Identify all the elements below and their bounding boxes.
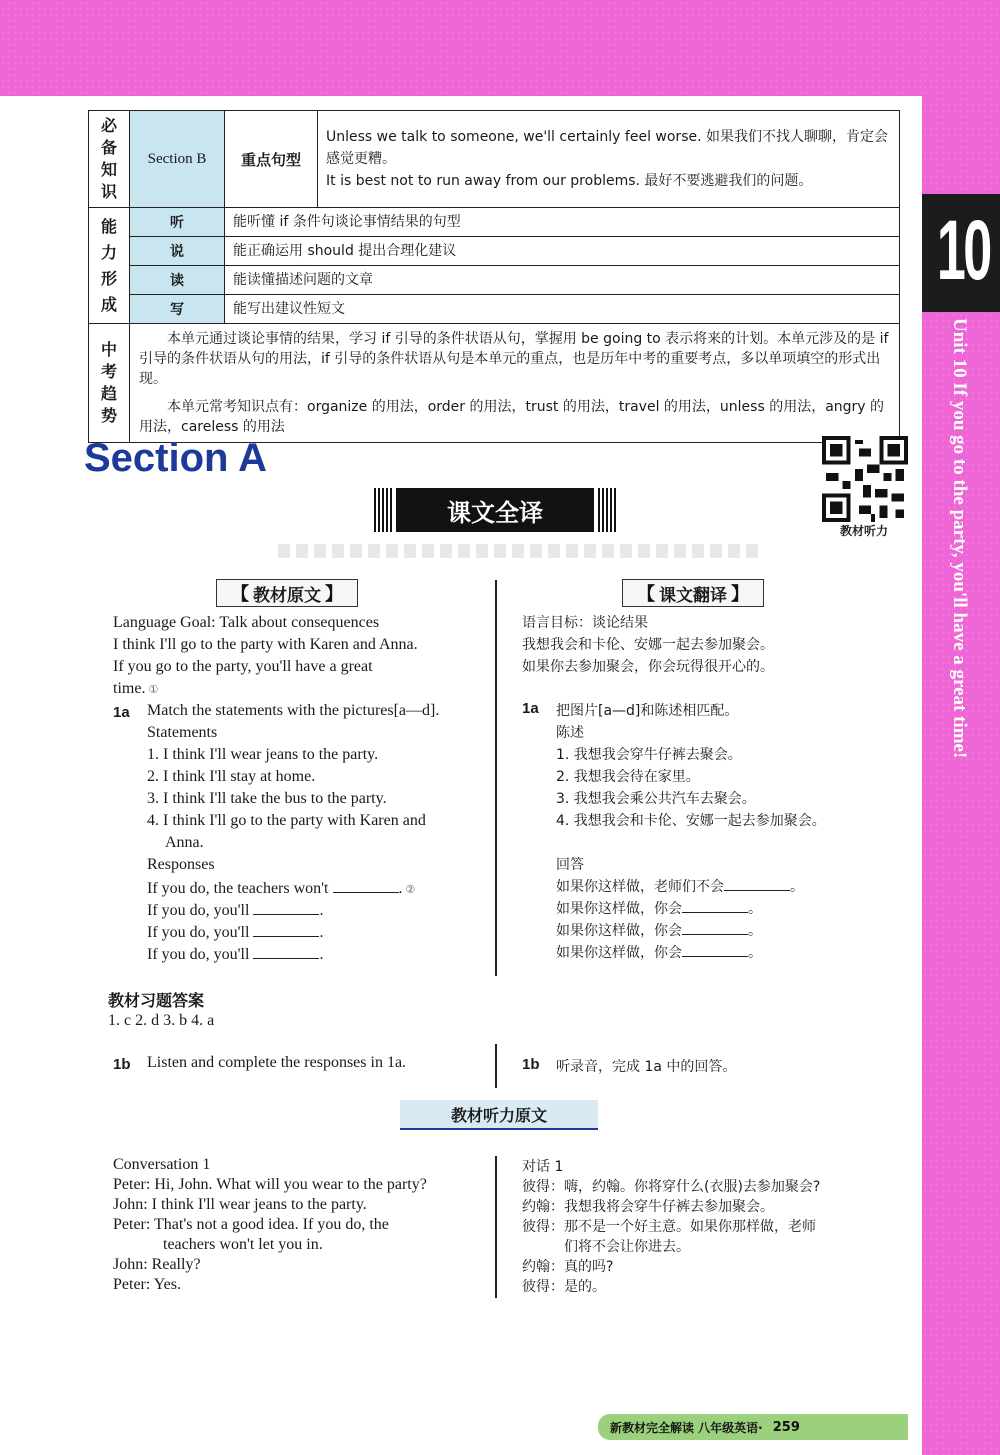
bracket-left-icon: 【 [231,584,249,605]
statement-item-cn: 2. 我想我会待在家里。 [556,769,700,785]
column-divider [495,580,497,976]
conversation-title: Conversation 1 [113,1156,211,1173]
banner-label: 课文全译 [396,488,594,532]
skill-desc: 能写出建议性短文 [225,295,900,324]
footer-book-title: 新教材完全解读 八年级英语· [610,1420,763,1435]
statement-item: 3. I think I'll take the bus to the party. [147,790,387,807]
response-item: If you do, you'll . [147,924,324,941]
response-text: If you do, the teachers won't [147,880,329,897]
qr-code-icon[interactable] [822,436,908,522]
skill-row-speak [89,237,900,266]
response-text: If you do, you'll [147,946,250,963]
conversation-line-cn: 彼得：嗨，约翰。你将穿什么(衣服)去参加聚会? [522,1179,821,1195]
statement-item-cn: 3. 我想我会乘公共汽车去聚会。 [556,791,756,807]
translation-label: 课文翻译 [659,585,727,606]
category-trend [89,324,130,443]
banner-stripes-left [374,488,392,532]
footnote-marker: ① [148,684,159,696]
response-text: If you do, you'll [147,924,250,941]
answers-title: 教材习题答案 [108,991,205,1010]
answers-text: 1. c 2. d 3. b 4. a [108,1012,215,1029]
footnote-marker: ② [405,884,416,896]
column-divider [495,1156,497,1298]
qr-label: 教材听力 [839,524,888,538]
responses-label-cn: 回答 [556,857,584,873]
answer-blank [682,898,748,913]
statement-item: 4. I think I'll go to the party with Karen and [147,812,426,829]
exercise-instruction: Listen and complete the responses in 1a. [147,1054,407,1071]
bracket-left-icon: 【 [637,584,655,605]
statements-label-cn: 陈述 [556,725,584,741]
category-trend-label: 中考趋势 [100,340,117,425]
response-item-cn: 如果你这样做，你会 。 [556,898,762,918]
translation-banner [374,486,616,534]
conversation-line: Peter: That's not a good idea. If you do, the [113,1216,389,1233]
conversation-line-cn: 彼得：是的。 [522,1279,606,1295]
exercise-instruction: Match the statements with the pictures[a—d]. [147,702,440,719]
response-text-cn: 如果你这样做，你会 [556,901,682,917]
intro-line [113,680,158,698]
banner-stripes-right [598,488,616,532]
conversation-title-cn: 对话 1 [522,1159,564,1175]
skill-name: 说 [130,237,225,266]
statement-item-cn: 4. 我想我会和卡伦、安娜一起去参加聚会。 [556,813,826,829]
unit-number: 10 [936,203,990,297]
column-divider [495,1044,497,1088]
unit-summary-table [88,110,900,443]
answer-blank [253,922,319,937]
answer-blank [333,878,399,893]
conversation-line-cn: 约翰：真的吗? [522,1259,614,1275]
skill-desc: 能读懂描述问题的文章 [225,266,900,295]
bracket-right-icon: 】 [325,584,343,605]
response-item-cn: 如果你这样做，老师们不会 。 [556,876,804,896]
response-text: If you do, you'll [147,902,250,919]
answer-blank [724,876,790,891]
exercise-instruction-cn: 听录音，完成 1a 中的回答。 [556,1059,737,1075]
section-title: Section A [84,436,267,480]
skill-row-listen [89,208,900,237]
response-text-cn: 如果你这样做，你会 [556,923,682,939]
original-text-header [216,579,358,607]
key-sentence-label: 重点句型 [225,111,318,208]
decorative-divider [278,544,758,558]
conversation-line-cn: 彼得：那不是一个好主意。如果你那样做，老师 [522,1219,816,1235]
skill-row-read [89,266,900,295]
response-item: If you do, you'll . [147,902,324,919]
conversation-line: John: Really? [113,1256,201,1273]
intro-line-cn: 我想我会和卡伦、安娜一起去参加聚会。 [522,637,774,653]
conversation-line: teachers won't let you in. [163,1236,323,1253]
page-number: 259 [772,1419,800,1435]
statement-item-cont: Anna. [165,834,204,851]
statement-item: 2. I think I'll stay at home. [147,768,316,785]
key-sentence-1: Unless we talk to someone, we'll certainly feel worse. 如果我们不找人聊聊，肯定会感觉更糟。 [326,129,888,167]
exercise-number: 1a [113,704,130,721]
listening-script-banner: 教材听力原文 [400,1100,598,1130]
conversation-line: Peter: Hi, John. What will you wear to the party? [113,1176,427,1193]
skill-name: 读 [130,266,225,295]
conversation-line-cn: 们将不会让你进去。 [564,1239,690,1255]
language-goal: Language Goal: Talk about consequences [113,614,380,631]
category-skills-label: 能力形成 [100,216,117,314]
knowledge-row [89,111,900,208]
skill-name: 写 [130,295,225,324]
section-b-cell: Section B [130,111,225,208]
top-decor-band [0,0,1000,96]
trend-paragraph-1: 本单元通过谈论事情的结果，学习 if 引导的条件状语从句，掌握用 be going to 表示将来的计划。本单元涉及的是 if 引导的条件状语从句的用法，if 引导的条件状语从句是本单元的重点，也是历年中考的重要考点，多以单项填空的形式出现。 [139,331,889,387]
conversation-line-cn: 约翰：我想我将会穿牛仔裤去参加聚会。 [522,1199,774,1215]
trend-paragraph-2: 本单元常考知识点有：organize 的用法，order 的用法，trust 的用法，travel 的用法，unless 的用法，angry 的用法，careless 的用法 [139,399,885,435]
skill-row-write [89,295,900,324]
intro-line: I think I'll go to the party with Karen and Anna. [113,636,418,653]
response-text-cn: 如果你这样做，你会 [556,945,682,961]
statement-item-cn: 1. 我想我会穿牛仔裤去聚会。 [556,747,742,763]
skill-desc: 能正确运用 should 提出合理化建议 [225,237,900,266]
answer-blank [682,920,748,935]
exercise-instruction-cn: 把图片[a—d]和陈述相匹配。 [556,703,739,719]
intro-line-cn: 如果你去参加聚会，你会玩得很开心的。 [522,659,774,675]
category-knowledge [89,111,130,208]
key-sentence-cell [318,111,900,208]
answer-blank [253,944,319,959]
answer-blank [253,900,319,915]
response-item-cn: 如果你这样做，你会 。 [556,942,762,962]
bracket-right-icon: 】 [731,584,749,605]
response-item-cn: 如果你这样做，你会 。 [556,920,762,940]
response-item: If you do, the teachers won't . ② [147,880,416,897]
skill-desc: 能听懂 if 条件句谈论事情结果的句型 [225,208,900,237]
language-goal-cn: 语言目标：谈论结果 [522,615,648,631]
response-text-cn: 如果你这样做，老师们不会 [556,879,724,895]
exercise-number: 1a [522,700,539,717]
unit-title: Unit 10 If you go to the party, you'll have a great time! [949,318,970,759]
conversation-line: John: I think I'll wear jeans to the party. [113,1196,367,1213]
responses-label: Responses [147,856,215,873]
exercise-number: 1b [113,1056,131,1073]
original-text-label: 教材原文 [253,585,321,606]
trend-cell [130,324,900,443]
footer-bar [598,1414,908,1440]
statements-label: Statements [147,724,218,741]
category-skills [89,208,130,324]
conversation-line: Peter: Yes. [113,1276,182,1293]
intro-line: If you go to the party, you'll have a great [113,658,373,675]
category-knowledge-label: 必备知识 [100,116,117,201]
answer-blank [682,942,748,957]
response-item: If you do, you'll . [147,946,324,963]
skill-name: 听 [130,208,225,237]
statement-item: 1. I think I'll wear jeans to the party. [147,746,379,763]
key-sentence-2: It is best not to run away from our problems. 最好不要逃避我们的问题。 [326,173,813,189]
intro-line-text: time. [113,680,146,697]
exercise-number: 1b [522,1056,540,1073]
trend-row [89,324,900,443]
translation-header [622,579,764,607]
